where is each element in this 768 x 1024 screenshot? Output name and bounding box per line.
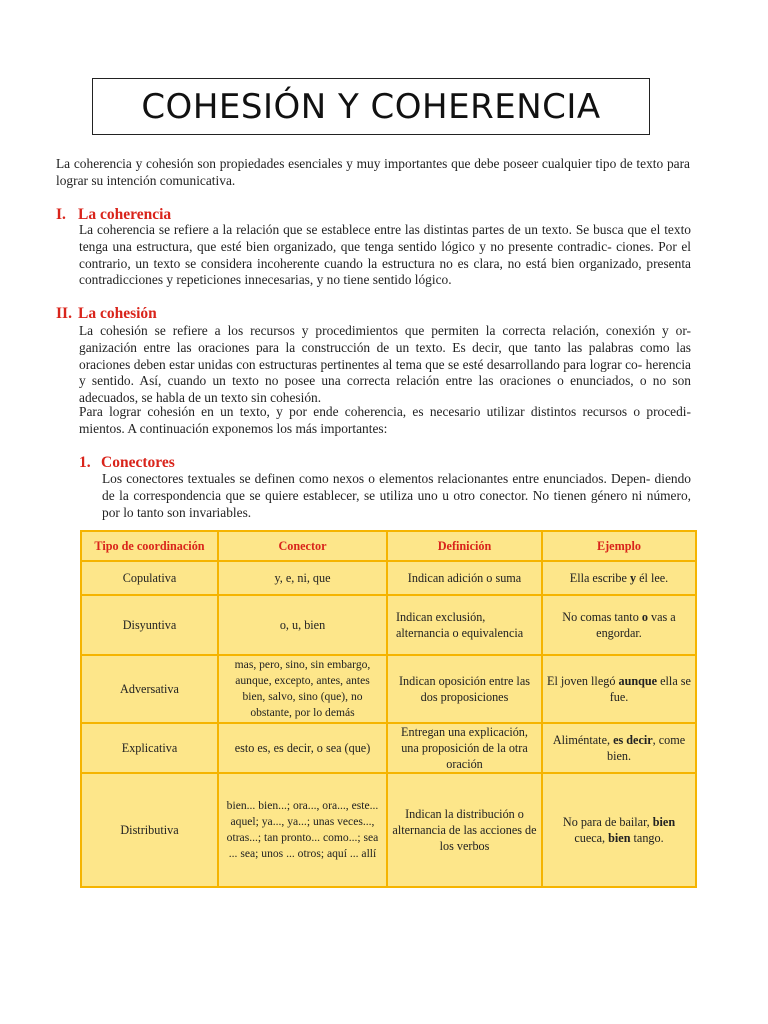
header-conector: Conector <box>218 531 387 561</box>
cell-conector: mas, pero, sino, sin embargo, aunque, excepto, antes, antes bien, salvo, sino (que), no obstante, por lo demás <box>218 655 387 723</box>
conectores-paragraph: Los conectores textuales se definen como nexos o elementos relacionantes entre enunciados. Depen- diendo de la correspondencia que se quiere establecer, se utiliza uno u otro conector. No tienen género ni número, por lo tanto son invariables. <box>102 471 691 520</box>
cell-tipo: Explicativa <box>81 723 218 773</box>
cell-ejemplo: No comas tanto o vas a engordar. <box>542 595 696 655</box>
cell-ejemplo: No para de bailar, bien cueca, bien tango. <box>542 773 696 887</box>
section-heading-text: La coherencia <box>78 206 172 223</box>
table-header-row <box>81 531 696 561</box>
subsection-heading-conectores <box>79 454 175 472</box>
section-heading-cohesion <box>56 305 157 323</box>
cell-ejemplo: Ella escribe y él lee. <box>542 561 696 595</box>
cell-conector: o, u, bien <box>218 595 387 655</box>
title-box <box>92 78 650 135</box>
cell-conector: bien... bien...; ora..., ora..., este... aquel; ya..., ya...; unas veces..., otras...; tan pronto... como...; sea ... sea; unos ... otros; aquí ... allí <box>218 773 387 887</box>
cell-conector: y, e, ni, que <box>218 561 387 595</box>
connectors-table <box>80 530 697 888</box>
cell-definicion: Entregan una explicación, una proposición de la otra oración <box>387 723 542 773</box>
subsection-number: 1. <box>79 454 91 471</box>
cell-tipo: Adversativa <box>81 655 218 723</box>
cell-tipo: Disyuntiva <box>81 595 218 655</box>
intro-paragraph: La coherencia y cohesión son propiedades esenciales y muy importantes que debe poseer cualquier tipo de texto para lograr su intención comunicativa. <box>56 156 690 188</box>
table-row <box>81 723 696 773</box>
cell-definicion: Indican oposición entre las dos proposiciones <box>387 655 542 723</box>
cell-definicion: Indican adición o suma <box>387 561 542 595</box>
cell-tipo: Distributiva <box>81 773 218 887</box>
cohesion-paragraph: La cohesión se refiere a los recursos y procedimientos que permiten la correcta relación, conexión y or- ganización entre las oraciones para la construcción de un texto. Es decir, que tanto las palabras como las oraciones deben estar unidas con estructuras pertinentes al tema que se esté desarrollando para lograr co- herencia y sentido. Así, cuando un texto no posee una correcta relación entre las oraciones o enunciados, o no son adecuados, se habla de un texto sin cohesión. <box>79 323 691 406</box>
cell-tipo: Copulativa <box>81 561 218 595</box>
table-row <box>81 655 696 723</box>
cohesion-paragraph-2: Para lograr cohesión en un texto, y por ende coherencia, es necesario utilizar distintos recursos o procedi- mientos. A continuación exponemos los más importantes: <box>79 404 691 436</box>
table-row <box>81 561 696 595</box>
header-ejemplo: Ejemplo <box>542 531 696 561</box>
subsection-heading-text: Conectores <box>101 454 175 471</box>
table-row <box>81 773 696 887</box>
cell-conector: esto es, es decir, o sea (que) <box>218 723 387 773</box>
section-number: II. <box>56 305 72 322</box>
page-title: COHESIÓN Y COHERENCIA <box>141 86 601 127</box>
cell-definicion: Indican la distribución o alternancia de las acciones de los verbos <box>387 773 542 887</box>
section-number: I. <box>56 206 66 223</box>
header-tipo: Tipo de coordinación <box>81 531 218 561</box>
section-heading-text: La cohesión <box>78 305 157 322</box>
cell-ejemplo: Aliméntate, es decir, come bien. <box>542 723 696 773</box>
table-row <box>81 595 696 655</box>
coherencia-paragraph: La coherencia se refiere a la relación que se establece entre las distintas partes de un texto. Se busca que el texto tenga una estructura, que esté bien organizado, que tenga sentido lógico y no presente contradic- ciones. Por el contrario, un texto se considera incoherente cuando la estructura no es clara, no está bien organizado, presenta contradicciones y repeticiones innecesarias, y no tiene sentido lógico. <box>79 222 691 288</box>
cell-definicion: Indican exclusión, alternancia o equivalencia <box>387 595 542 655</box>
header-definicion: Definición <box>387 531 542 561</box>
cell-ejemplo: El joven llegó aunque ella se fue. <box>542 655 696 723</box>
